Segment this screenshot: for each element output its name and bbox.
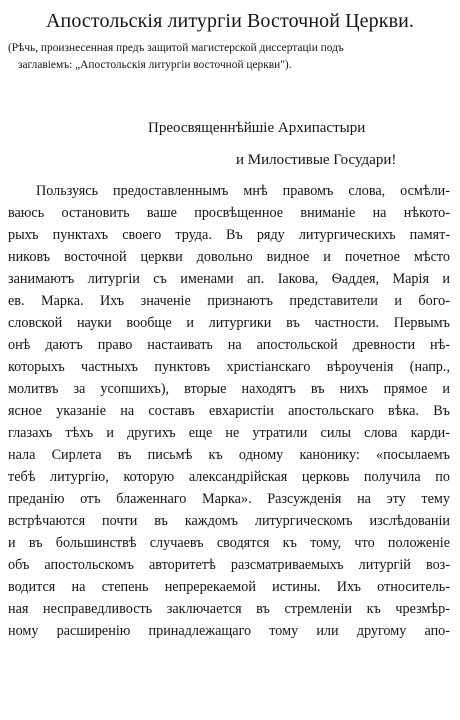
salutation-line: и Милостивые Государи! <box>236 152 397 168</box>
text-line: Пользуясь предоставленнымъ мнѣ правомъ слова, осмѣли- <box>36 183 450 199</box>
text-line: встрѣчаются почти въ каждомъ литургическомъ изслѣдованіи <box>8 513 450 529</box>
text-line: которыхъ частныхъ пунктовъ христіанскаго вѣроученія (напр., <box>8 359 450 375</box>
body-paragraph <box>8 180 450 642</box>
subtitle-line: заглавіемъ: „Апостольскія литургіи восточной церкви"). <box>18 59 292 71</box>
text-line: ясное указаніе на составъ евхаристіи апостольскаго вѣка. Въ <box>8 403 450 419</box>
salutation-line: Преосвященнѣйшіе Архипастыри <box>148 120 366 136</box>
subtitle-line: (Рѣчь, произнесенная предъ защитой магистерской диссертаціи подъ <box>8 42 344 54</box>
text-line: занимаютъ литургіи съ именами ап. Іакова, Ѳаддея, Марія и <box>8 271 450 287</box>
text-line: глазахъ тѣхъ и другихъ еще не утратили силы слова карди- <box>8 425 450 441</box>
text-line: словской науки вообще и литургики въ частности. Первымъ <box>8 315 450 331</box>
text-line: объ апостольскомъ авторитетѣ разсматриваемыхъ литургій воз- <box>8 557 450 573</box>
text-line: молитвъ за усопшихъ), вторые находятъ въ нихъ прямое и <box>8 381 450 397</box>
text-line: ваюсь остановить ваше просвѣщенное вниманіе на нѣкото- <box>8 205 450 221</box>
page-title: Апостольскія литургіи Восточной Церкви. <box>45 10 415 32</box>
text-line: преданію отъ блаженнаго Марка». Разсужденія на эту тему <box>8 491 450 507</box>
text-line: никовъ восточной церкви довольно видное и почетное мѣсто <box>8 249 450 265</box>
text-line: нала Сирлета въ письмѣ къ одному канонику: «посылаемъ <box>8 447 450 463</box>
text-line: и въ большинствѣ случаевъ сводятся къ тому, что положеніе <box>8 535 450 551</box>
text-line: водится на степень непререкаемой истины. Ихъ относитель- <box>8 579 450 595</box>
text-line: ев. Марка. Ихъ значеніе признаютъ представители и бого- <box>8 293 450 309</box>
subtitle-note <box>6 40 446 74</box>
text-line: ному расширенію принадлежащаго тому или другому апо- <box>8 623 450 639</box>
text-line: ная несправедливость заключается въ стремленіи къ чрезмѣр- <box>8 601 450 617</box>
text-line: тебѣ литургію, которую александрійская церковь получила по <box>8 469 450 485</box>
text-line: рыхъ пунктахъ своего труда. Въ ряду литургическихъ памят- <box>8 227 450 243</box>
text-line: онѣ даютъ право настаивать на апостольской древности нѣ- <box>8 337 450 353</box>
